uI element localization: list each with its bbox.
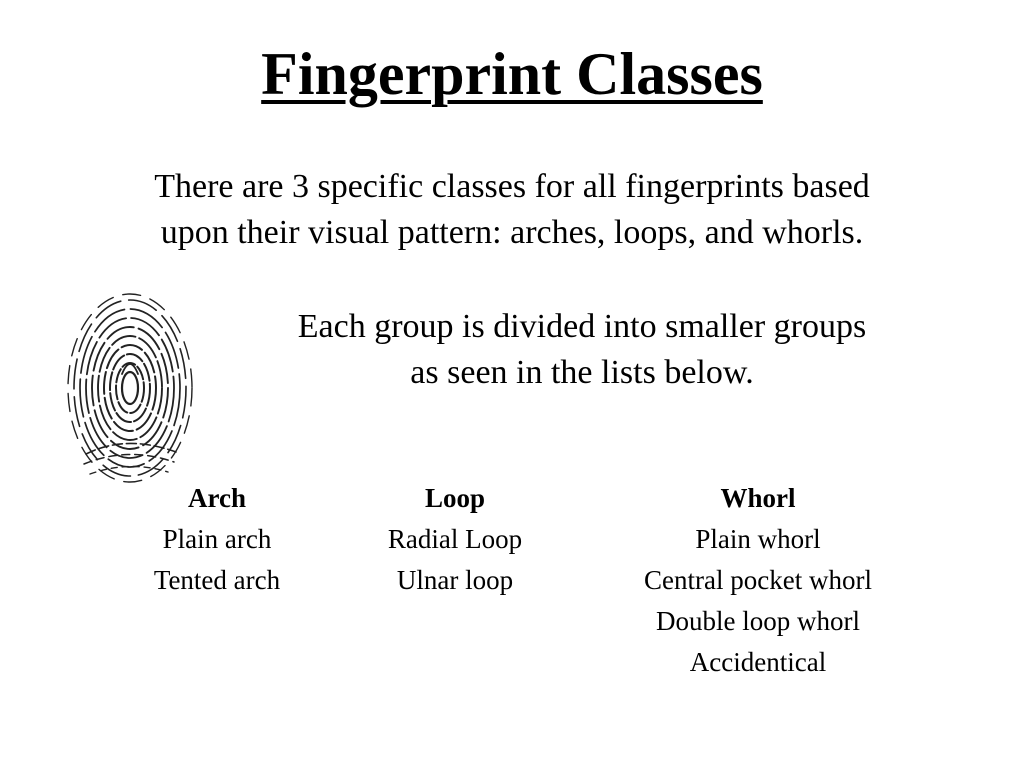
sub-line: Each group is divided into smaller groups <box>297 308 867 345</box>
loop-item: Radial Loop <box>387 524 523 554</box>
arch-item: Plain arch <box>162 524 272 554</box>
slide-title-text: Fingerprint Classes <box>261 41 763 107</box>
whorl-item: Plain whorl <box>695 524 821 554</box>
whorl-item: Central pocket whorl <box>644 565 872 595</box>
intro-line: upon their visual pattern: arches, loops, and whorls. <box>160 214 864 251</box>
loop-item: Ulnar loop <box>396 565 514 595</box>
arch-heading: Arch <box>188 483 246 513</box>
intro-paragraph <box>60 164 964 256</box>
whorl-item: Accidentical <box>689 647 827 677</box>
intro-line: There are 3 specific classes for all fingerprints based <box>154 168 870 205</box>
slide-title <box>0 38 1024 110</box>
whorl-heading: Whorl <box>720 483 796 513</box>
loop-heading: Loop <box>424 483 486 513</box>
sub-paragraph <box>232 304 932 396</box>
whorl-column <box>598 478 918 683</box>
arch-column <box>117 478 317 601</box>
arch-item: Tented arch <box>153 565 281 595</box>
fingerprint-icon <box>56 284 202 484</box>
sub-line: as seen in the lists below. <box>410 354 754 391</box>
whorl-item: Double loop whorl <box>656 606 860 636</box>
loop-column <box>355 478 555 601</box>
